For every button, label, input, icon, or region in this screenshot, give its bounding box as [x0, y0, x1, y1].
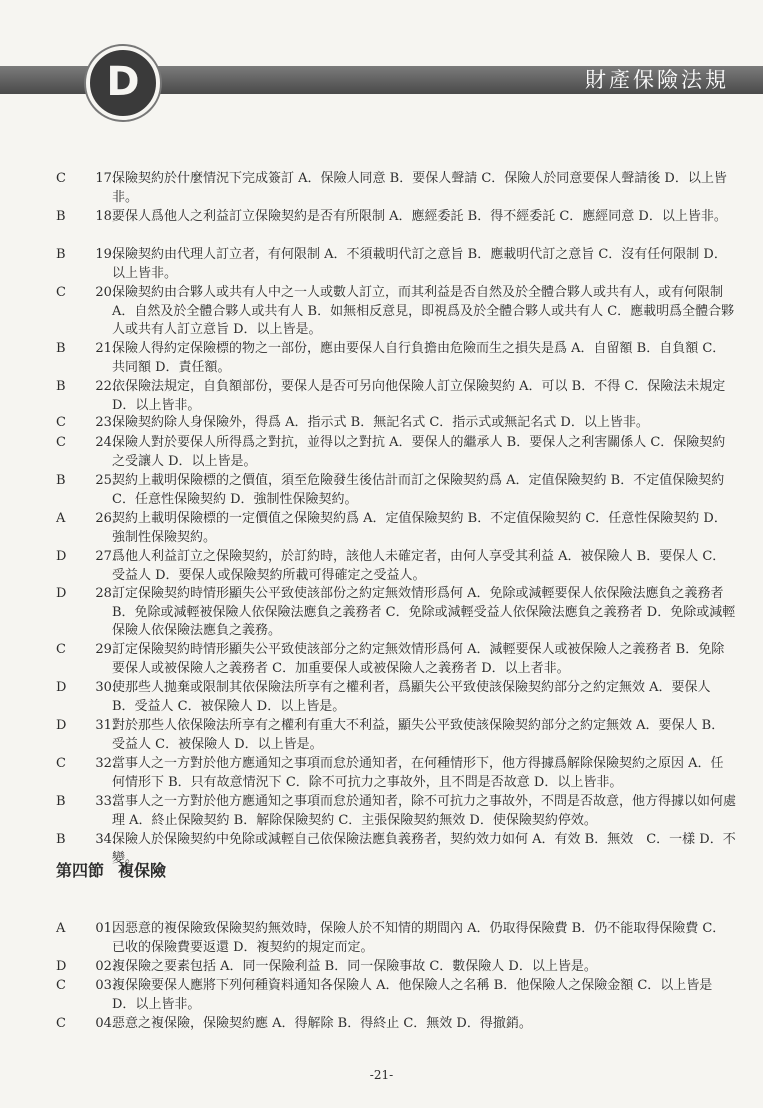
question-item — [56, 641, 736, 678]
question-item — [56, 208, 736, 227]
question-text: 使那些人拋棄或限制其依保險法所享有之權利者，爲顯失公平致使該保險契約部分之約定無效 A．要保人 B．受益人 C．被保險人 D．以上皆是。 — [112, 680, 711, 714]
question-number: 27. — [95, 549, 116, 564]
section-title: 複保險 — [118, 861, 167, 880]
answer-key: B — [56, 247, 66, 262]
question-text: 訂定保險契約時情形顯失公平致使該部份之約定無效情形爲何 A．免除或減輕要保人依保險法應負之義務者 B．免除或減輕被保險人依保險法應負之義務者 C．免除或減輕受益人依保險法應負之義務者 D．免除或減輕保險人依保險法應負之義務。 — [112, 586, 736, 638]
question-number: 34. — [95, 832, 116, 847]
question-text: 契約上載明保險標的之價值，須至危險發生後估計而訂之保險契約爲 A．定值保險契約 B．不定值保險契約 C．任意性保險契約 D．強制性保險契約。 — [112, 473, 725, 507]
question-text: 對於那些人依保險法所享有之權利有重大不利益，顯失公平致使該保險契約部分之約定無效 A．要保人 B．受益人 C．被保險人 D．以上皆是。 — [112, 718, 725, 752]
question-number: 25. — [95, 473, 116, 488]
answer-key: A — [56, 921, 66, 936]
question-number: 23. — [95, 415, 116, 430]
question-number: 26. — [95, 511, 116, 526]
answer-key: C — [56, 415, 66, 430]
answer-key: C — [56, 1016, 66, 1031]
question-item — [56, 548, 736, 585]
answer-key: C — [56, 285, 66, 300]
question-number: 29. — [95, 642, 116, 657]
answer-key: D — [56, 718, 67, 733]
answer-key: C — [56, 642, 66, 657]
answer-key: B — [56, 209, 66, 224]
logo-icon — [86, 46, 160, 120]
question-text: 保險契約除人身保險外，得爲 A．指示式 B．無記名式 C．指示式或無記名式 D．以上皆非。 — [112, 415, 649, 430]
question-text: 爲他人利益訂立之保險契約，於訂約時，該他人未確定者，由何人享受其利益 A．被保險人 B．要保人 C．受益人 D．要保人或保險契約所載可得確定之受益人。 — [112, 549, 726, 583]
question-number: 04. — [95, 1016, 116, 1031]
question-item — [56, 793, 736, 830]
question-item — [56, 414, 736, 433]
answer-key: B — [56, 379, 66, 394]
answer-key: B — [56, 832, 66, 847]
question-number: 21. — [95, 341, 116, 356]
question-number: 30. — [95, 680, 116, 695]
question-text: 當事人之一方對於他方應通知之事項而怠於通知者，除不可抗力之事故外，不問是否故意，他方得據以如何處理 A．終止保險契約 B．解除保險契約 C．主張保險契約無效 D．使保險契約停效。 — [112, 794, 737, 828]
question-number: 32. — [95, 756, 116, 771]
question-number: 02. — [95, 959, 116, 974]
question-item — [56, 170, 736, 207]
question-item — [56, 378, 736, 415]
answer-key: C — [56, 171, 66, 186]
page-number: -21- — [369, 1068, 394, 1082]
answer-key: D — [56, 680, 67, 695]
question-item — [56, 246, 736, 283]
question-item — [56, 585, 736, 641]
answer-key: C — [56, 435, 66, 450]
question-item — [56, 755, 736, 792]
answer-key: D — [56, 586, 67, 601]
question-number: 31. — [95, 718, 116, 733]
question-text: 惡意之複保險，保險契約應 A．得解除 B．得終止 C．無效 D．得撤銷。 — [112, 1016, 532, 1031]
question-item — [56, 958, 736, 977]
question-number: 03. — [95, 978, 116, 993]
question-number: 22. — [95, 379, 116, 394]
question-text: 當事人之一方對於他方應通知之事項而怠於通知者，在何種情形下，他方得據爲解除保險契約之原因 A．任何情形下 B．只有故意情況下 C．除不可抗力之事故外，且不問是否故意 D．以上皆非。 — [112, 756, 724, 790]
answer-key: D — [56, 549, 67, 564]
question-text: 保險契約由合夥人或共有人中之一人或數人訂立，而其利益是否自然及於全體合夥人或共有人，或有何限制 A．自然及於全體合夥人或共有人 B．如無相反意見，即視爲及於全體合夥人或共有人 C．應載明爲全體合夥人或共有人訂立意旨 D．以上皆是。 — [112, 285, 735, 337]
question-text: 保險人於保險契約中免除或減輕自己依保險法應負義務者，契約效力如何 A．有效 B．無效 C．一樣 D．不變。 — [112, 832, 736, 866]
question-number: 17. — [95, 171, 116, 186]
question-item — [56, 472, 736, 509]
logo-glyph: D — [106, 59, 140, 105]
question-text: 複保險之要素包括 A．同一保險利益 B．同一保險事故 C．數保險人 D．以上皆是。 — [112, 959, 597, 974]
question-item — [56, 977, 736, 1014]
question-item — [56, 717, 736, 754]
answer-key: A — [56, 511, 66, 526]
question-text: 契約上載明保險標的一定價值之保險契約爲 A．定值保險契約 B．不定值保險契約 C．任意性保險契約 D．強制性保險契約。 — [112, 511, 727, 545]
question-text: 保險契約由代理人訂立者，有何限制 A．不須載明代訂之意旨 B．應載明代訂之意旨 C．沒有任何限制 D．以上皆非。 — [112, 247, 727, 281]
question-text: 保險人得約定保險標的物之一部份，應由要保人自行負擔由危險而生之損失是爲 A．自留額 B．自負額 C．共同額 D．責任額。 — [112, 341, 726, 375]
question-number: 20. — [95, 285, 116, 300]
question-text: 訂定保險契約時情形顯失公平致使該部分之約定無效情形爲何 A．減輕要保人或被保險人之義務者 B．免除要保人或被保險人之義務者 C．加重要保人或被保險人之義務者 D．以上者非。 — [112, 642, 725, 676]
question-number: 28. — [95, 586, 116, 601]
question-item — [56, 510, 736, 547]
question-item — [56, 679, 736, 716]
section-label: 第四節 — [56, 861, 105, 880]
question-number: 18. — [95, 209, 116, 224]
answer-key: D — [56, 959, 67, 974]
question-item — [56, 1015, 736, 1034]
question-item — [56, 920, 736, 957]
question-item — [56, 340, 736, 377]
answer-key: B — [56, 794, 66, 809]
page-header-title: 財產保險法規 — [585, 68, 729, 92]
question-number: 01. — [95, 921, 116, 936]
question-number: 33. — [95, 794, 116, 809]
question-number: 24. — [95, 435, 116, 450]
question-number: 19. — [95, 247, 116, 262]
answer-key: B — [56, 341, 66, 356]
question-item — [56, 434, 736, 471]
question-text: 依保險法規定，自負額部份，要保人是否可另向他保險人訂立保險契約 A．可以 B．不得 C．保險法未規定 D．以上皆非。 — [112, 379, 726, 413]
question-text: 保險契約於什麼情況下完成簽訂 A．保險人同意 B．要保人聲請 C．保險人於同意要保人聲請後 D．以上皆非。 — [112, 171, 727, 205]
question-text: 複保險要保人應將下列何種資料通知各保險人 A．他保險人之名稱 B．他保險人之保險金額 C．以上皆是 D．以上皆非。 — [112, 978, 713, 1012]
question-text: 要保人爲他人之利益訂立保險契約是否有所限制 A．應經委託 B．得不經委託 C．應經同意 D．以上皆非。 — [112, 209, 727, 224]
question-text: 因惡意的複保險致保險契約無效時，保險人於不知情的期間內 A．仍取得保險費 B．仍不能取得保險費 C．已收的保險費要返還 D．複契約的規定而定。 — [112, 921, 726, 955]
question-item — [56, 284, 736, 340]
answer-key: C — [56, 978, 66, 993]
question-text: 保險人對於要保人所得爲之對抗，並得以之對抗 A．要保人的繼承人 B．要保人之利害關係人 C．保險契約之受讓人 D．以上皆是。 — [112, 435, 726, 469]
answer-key: C — [56, 756, 66, 771]
answer-key: B — [56, 473, 66, 488]
section-heading — [56, 858, 180, 881]
